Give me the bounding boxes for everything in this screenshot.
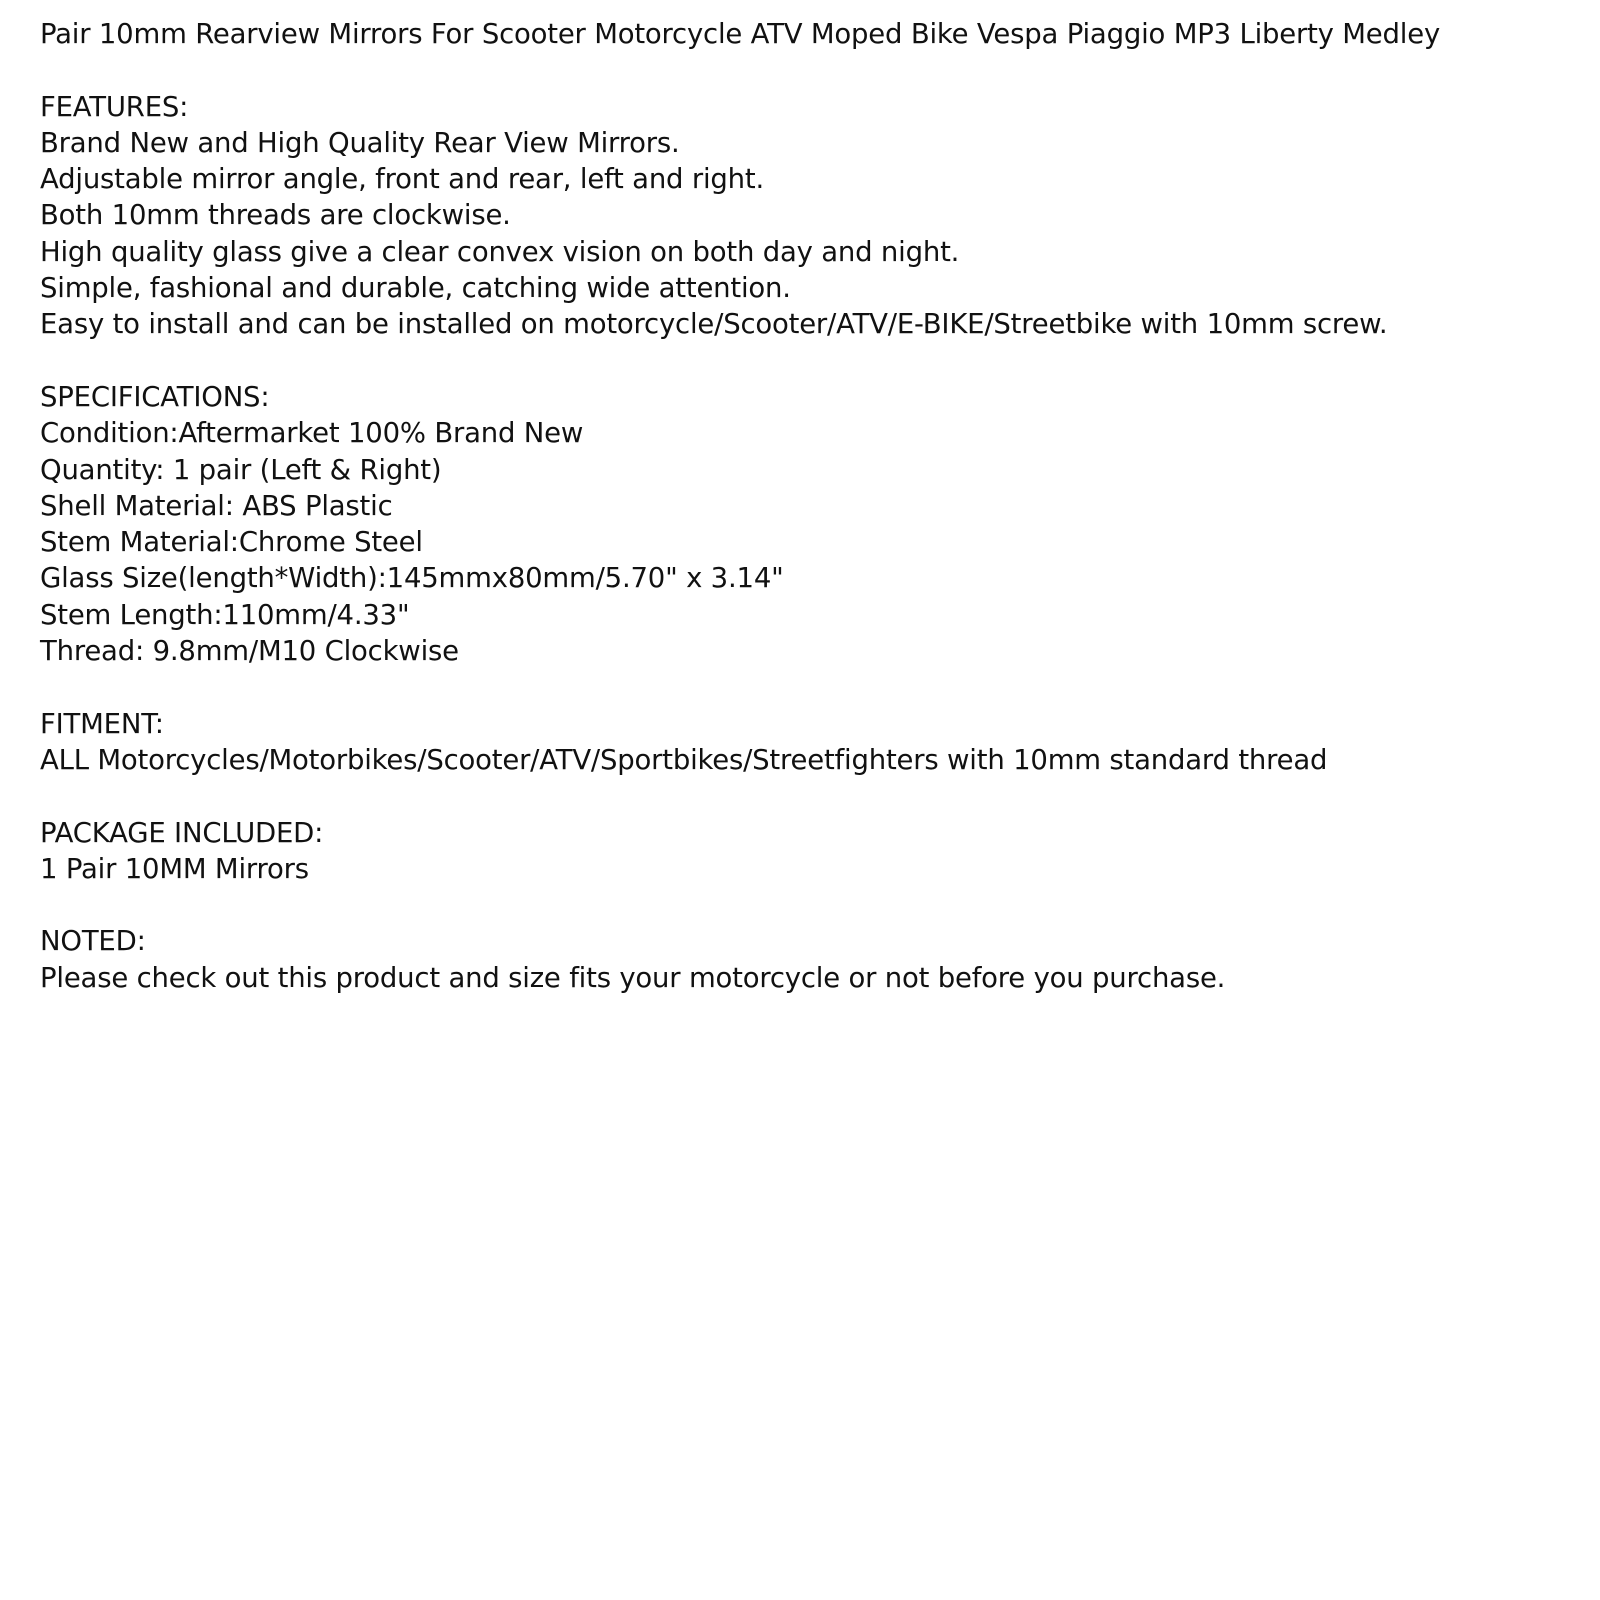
feature-line: Easy to install and can be installed on motorcycle/Scooter/ATV/E-BIKE/Streetbike with 10mm screw.: [40, 308, 1388, 341]
fitment-section: [40, 706, 1580, 779]
section-heading: FEATURES:: [40, 90, 189, 123]
feature-line: High quality glass give a clear convex vision on both day and night.: [40, 235, 960, 268]
specifications-section: [40, 379, 1580, 669]
spec-line: Condition:Aftermarket 100% Brand New: [40, 417, 584, 450]
fitment-line: ALL Motorcycles/Motorbikes/Scooter/ATV/Sportbikes/Streetfighters with 10mm standard thread: [40, 743, 1328, 776]
package-line: 1 Pair 10MM Mirrors: [40, 852, 309, 885]
spec-line: Shell Material: ABS Plastic: [40, 489, 393, 522]
feature-line: Simple, fashional and durable, catching wide attention.: [40, 272, 791, 305]
spec-line: Quantity: 1 pair (Left & Right): [40, 453, 442, 486]
product-title: Pair 10mm Rearview Mirrors For Scooter Motorcycle ATV Moped Bike Vespa Piaggio MP3 Liberty Medley: [40, 18, 1441, 50]
spec-line: Thread: 9.8mm/M10 Clockwise: [40, 635, 459, 668]
package-section: [40, 815, 1580, 888]
section-heading: SPECIFICATIONS:: [40, 380, 270, 413]
features-section: [40, 89, 1580, 343]
feature-line: Both 10mm threads are clockwise.: [40, 199, 511, 232]
noted-line: Please check out this product and size fits your motorcycle or not before you purchase.: [40, 961, 1226, 994]
spec-line: Stem Length:110mm/4.33": [40, 598, 410, 631]
noted-section: [40, 923, 1580, 996]
section-heading: NOTED:: [40, 925, 146, 958]
feature-line: Brand New and High Quality Rear View Mirrors.: [40, 126, 680, 159]
spec-line: Stem Material:Chrome Steel: [40, 526, 423, 559]
feature-line: Adjustable mirror angle, front and rear, left and right.: [40, 163, 764, 196]
section-heading: FITMENT:: [40, 707, 164, 740]
section-heading: PACKAGE INCLUDED:: [40, 816, 324, 849]
product-description: [40, 16, 1580, 996]
spec-line: Glass Size(length*Width):145mmx80mm/5.70" x 3.14": [40, 562, 784, 595]
